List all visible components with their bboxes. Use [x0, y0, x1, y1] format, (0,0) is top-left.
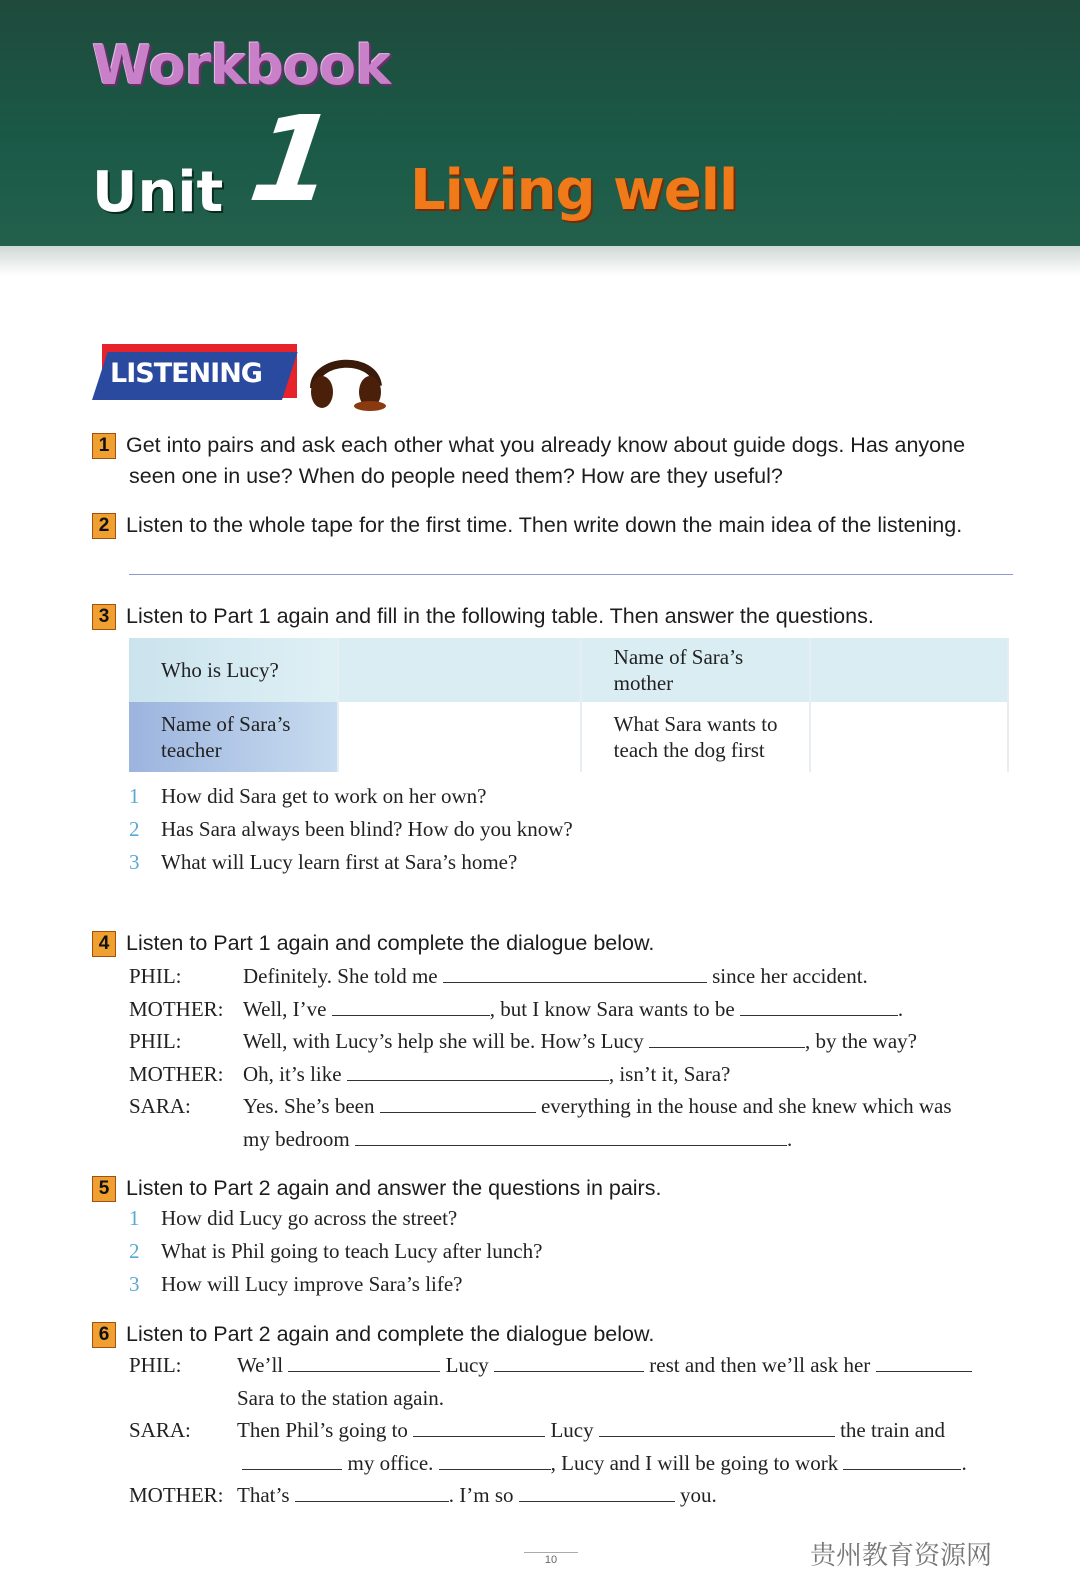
table-row: [129, 702, 1008, 772]
answer-blank[interactable]: [295, 1501, 449, 1502]
list-item: 2 What is Phil going to teach Lucy after lunch?: [129, 1239, 543, 1263]
answer-blank[interactable]: [443, 982, 707, 983]
table-cell-label: What Sara wants to teach the dog first: [581, 702, 810, 772]
list-item: 2 Has Sara always been blind? How do you know?: [129, 817, 573, 841]
page-number: 10: [544, 1554, 558, 1566]
list-item: 1 How did Lucy go across the street?: [129, 1206, 458, 1230]
workbook-title: Workbook: [92, 34, 391, 97]
answer-blank[interactable]: [599, 1436, 835, 1437]
question-list-5: [129, 1206, 542, 1305]
list-item: 3 How will Lucy improve Sara’s life?: [129, 1272, 463, 1296]
exercise-number: 4: [92, 931, 116, 957]
dialogue-4: [129, 964, 952, 1159]
exercise-2: [92, 508, 962, 542]
answer-blank[interactable]: [740, 1015, 898, 1016]
dialogue-line: MOTHER: That’s . I’m so you.: [129, 1483, 717, 1507]
dialogue-line: PHIL: Definitely. She told me since her accident.: [129, 964, 868, 988]
dialogue-6: [129, 1353, 972, 1516]
unit-number: 1: [242, 90, 344, 228]
exercise-number: 5: [92, 1176, 116, 1202]
exercise-instruction: Listen to Part 2 again and complete the dialogue below.: [126, 1322, 655, 1346]
exercise-3: [92, 599, 874, 633]
exercise-number: 3: [92, 604, 116, 630]
header-fade: [0, 246, 1080, 276]
table-cell-answer[interactable]: [338, 702, 581, 772]
exercise-instruction: Get into pairs and ask each other what you already know about guide dogs. Has anyone: [126, 433, 966, 457]
dialogue-line: Sara to the station again.: [237, 1385, 445, 1410]
exercise-instruction: Listen to Part 2 again and answer the questions in pairs.: [126, 1176, 662, 1200]
answer-line[interactable]: [129, 574, 1013, 575]
answer-blank[interactable]: [876, 1371, 972, 1372]
watermark: 贵州教育资源网: [810, 1541, 993, 1571]
question-list-3: [129, 784, 573, 883]
exercise-6: [92, 1317, 654, 1351]
fill-in-table: [129, 638, 1009, 772]
table-cell-answer[interactable]: [810, 702, 1008, 772]
table-cell-answer[interactable]: [810, 638, 1008, 702]
exercise-1: [92, 428, 965, 462]
listening-label-text: LISTENING: [110, 358, 262, 389]
list-item: 1 How did Sara get to work on her own?: [129, 784, 487, 808]
exercise-instruction: Listen to the whole tape for the first time. Then write down the main idea of the listening.: [126, 513, 963, 537]
list-item: 3 What will Lucy learn first at Sara’s home?: [129, 850, 518, 874]
answer-blank[interactable]: [649, 1047, 805, 1048]
answer-blank[interactable]: [413, 1436, 545, 1437]
exercise-instruction: Listen to Part 1 again and fill in the following table. Then answer the questions.: [126, 604, 874, 628]
exercise-1-line2: seen one in use? When do people need them? How are they useful?: [129, 464, 783, 488]
dialogue-line: my bedroom .: [243, 1126, 793, 1151]
exercise-4: [92, 926, 654, 960]
page-number-marker: [524, 1552, 578, 1567]
exercise-5: [92, 1171, 661, 1205]
exercise-instruction: Listen to Part 1 again and complete the dialogue below.: [126, 931, 655, 955]
unit-title: Living well: [410, 158, 738, 223]
exercise-number: 2: [92, 513, 116, 539]
table-row: [129, 638, 1008, 702]
table-cell-label: Name of Sara’s mother: [581, 638, 810, 702]
listening-section-label: [92, 344, 297, 402]
answer-blank[interactable]: [347, 1080, 609, 1081]
exercise-number: 6: [92, 1322, 116, 1348]
dialogue-line: my office. , Lucy and I will be going to work .: [129, 1451, 972, 1484]
answer-blank[interactable]: [843, 1469, 961, 1470]
answer-blank[interactable]: [439, 1469, 551, 1470]
table-cell-label: Who is Lucy?: [129, 638, 338, 702]
answer-blank[interactable]: [242, 1469, 342, 1470]
dialogue-line: MOTHER: Well, I’ve , but I know Sara wants to be .: [129, 996, 904, 1021]
dialogue-line: PHIL: We’ll Lucy rest and then we’ll ask her: [129, 1353, 972, 1386]
answer-blank[interactable]: [355, 1145, 787, 1146]
answer-blank[interactable]: [332, 1015, 490, 1016]
exercise-number: 1: [92, 433, 116, 459]
dialogue-line: SARA: Yes. She’s been everything in the house and she knew which was: [129, 1094, 952, 1118]
answer-blank[interactable]: [288, 1371, 440, 1372]
table-cell-label: Name of Sara’s teacher: [129, 702, 338, 772]
dialogue-line: MOTHER: Oh, it’s like , isn’t it, Sara?: [129, 1061, 731, 1086]
dialogue-line: SARA: Then Phil’s going to Lucy the train and: [129, 1418, 946, 1442]
dialogue-line: PHIL: Well, with Lucy’s help she will be. How’s Lucy , by the way?: [129, 1029, 917, 1053]
table-cell-answer[interactable]: [338, 638, 581, 702]
answer-blank[interactable]: [519, 1501, 675, 1502]
unit-label: Unit: [92, 160, 224, 225]
headphones-icon: [304, 348, 388, 412]
answer-blank[interactable]: [494, 1371, 644, 1372]
answer-blank[interactable]: [380, 1112, 536, 1113]
